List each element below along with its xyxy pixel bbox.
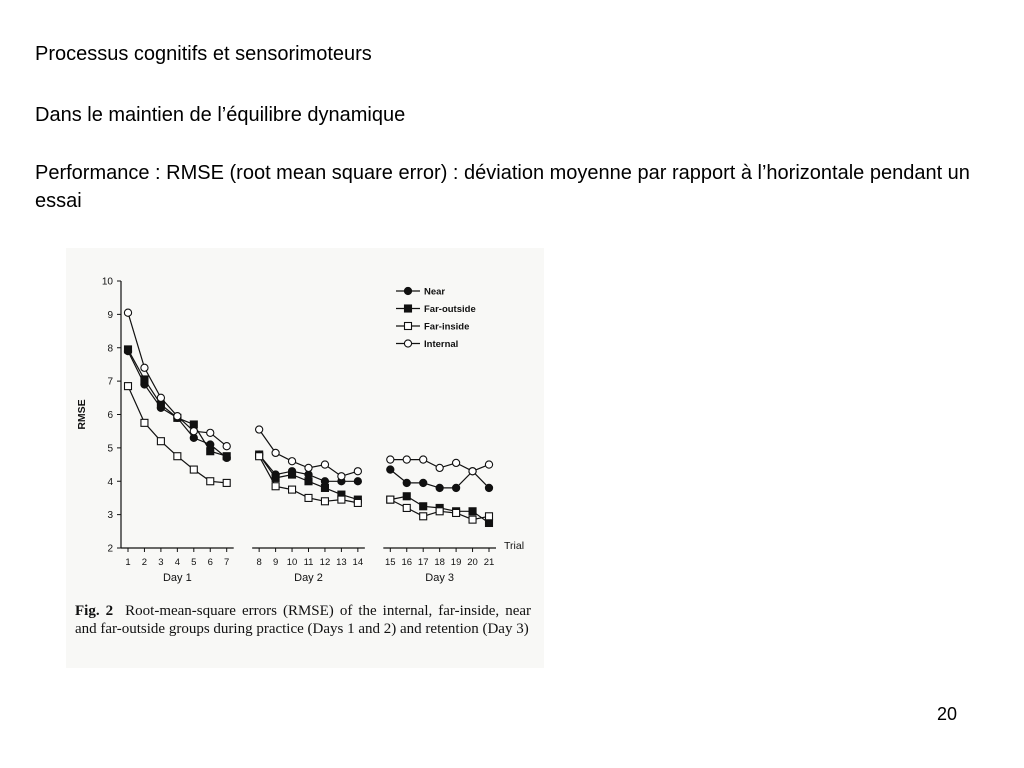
x-tick-label: 19 [450,557,462,568]
data-point-far-inside [272,483,279,490]
data-point-far-outside [469,508,476,515]
legend-marker-far-outside [405,305,412,312]
x-tick-label: 9 [272,557,279,568]
data-point-internal [403,456,410,463]
legend-marker-far-inside [405,323,412,330]
y-tick-label: 4 [107,476,113,488]
x-tick-label: 12 [319,557,331,568]
data-point-internal [305,464,312,471]
data-point-far-outside [305,478,312,485]
data-point-far-outside [141,376,148,383]
y-tick-label: 2 [107,543,113,555]
data-point-internal [469,468,476,475]
data-point-far-outside [207,448,214,455]
y-tick-label: 5 [107,443,113,455]
legend-marker-near [404,287,411,294]
data-point-internal [256,426,263,433]
data-point-far-outside [190,421,197,428]
x-tick-label: 1 [125,557,131,568]
data-point-near [485,484,492,491]
data-point-far-outside [486,519,493,526]
legend-label-far-inside: Far-inside [424,321,470,333]
data-point-near [207,441,214,448]
data-point-internal [453,459,460,466]
data-point-internal [190,428,197,435]
y-tick-label: 6 [107,410,113,421]
page-number: 20 [937,704,958,724]
x-tick-label: 11 [303,557,314,568]
x-tick-label: 5 [191,557,197,568]
x-tick-label: 20 [467,557,478,568]
data-point-internal [124,309,131,316]
data-point-far-inside [436,508,443,515]
rmse-line-chart [66,248,544,598]
data-point-far-inside [354,499,361,506]
legend-label-internal: Internal [424,339,459,350]
x-tick-label: 18 [434,557,445,568]
y-tick-label: 9 [107,309,113,321]
data-point-far-outside [125,346,132,353]
data-point-internal [141,364,148,371]
data-point-internal [207,429,214,436]
day-label: Day 2 [294,572,323,584]
slide-performance-text: Performance : RMSE (root mean square error) : déviation moyenne par rapport à l’horizontale pendant un essai [35,162,970,212]
x-tick-label: 14 [352,557,364,568]
data-point-far-inside [207,478,214,485]
legend-label-far-outside: Far-outside [424,304,476,315]
y-tick-label: 3 [107,510,113,522]
x-tick-label: 2 [141,557,148,568]
legend-label-near: Near [424,286,446,298]
x-tick-label: 17 [417,557,429,568]
data-point-far-inside [420,513,427,520]
data-point-far-inside [305,494,312,501]
x-tick-label: 8 [256,557,262,568]
x-tick-label: 3 [158,557,164,568]
data-point-far-outside [321,484,328,491]
data-point-far-inside [469,516,476,523]
data-point-internal [288,458,295,465]
y-tick-label: 8 [107,343,113,355]
data-point-internal [354,468,361,475]
data-point-far-inside [321,498,328,505]
data-point-far-outside [157,401,164,408]
data-point-near [305,471,312,478]
data-point-internal [321,461,328,468]
data-point-far-inside [157,438,164,445]
data-point-internal [420,456,427,463]
data-point-internal [387,456,394,463]
legend-marker-internal [404,340,411,347]
data-point-internal [174,413,181,420]
data-point-internal [436,464,443,471]
data-point-near [420,479,427,486]
data-point-far-outside [272,474,279,481]
data-point-far-outside [289,471,296,478]
data-point-near [436,484,443,491]
data-point-near [403,479,410,486]
x-tick-label: 16 [401,557,413,568]
data-point-internal [157,394,164,401]
figure-caption-text: Root-mean-square errors (RMSE) of the internal, far-inside, near and far-outside groups during practice (Days 1 and 2) and retention (Day 3) [75,603,532,637]
data-point-far-inside [289,486,296,493]
x-tick-label: 6 [207,557,213,568]
data-point-near [190,434,197,441]
x-axis-label: Trial [504,540,525,552]
figure-panel [66,248,544,668]
data-point-near [354,478,361,485]
data-point-far-inside [174,453,181,460]
data-point-near [321,478,328,485]
data-point-far-inside [125,383,132,390]
data-point-far-inside [403,504,410,511]
data-point-far-inside [223,479,230,486]
data-point-internal [223,443,230,450]
x-tick-label: 13 [336,557,347,568]
day-label: Day 1 [162,572,192,584]
y-axis-label: RMSE [76,399,88,430]
data-point-near [453,484,460,491]
data-point-far-inside [453,509,460,516]
y-tick-label: 10 [101,276,113,288]
figure-caption [75,603,531,638]
data-point-far-outside [420,503,427,510]
x-tick-label: 7 [224,557,230,568]
x-tick-label: 10 [286,557,298,568]
slide-subtitle: Dans le maintien de l’équilibre dynamique [35,104,406,126]
data-point-far-outside [223,453,230,460]
data-point-internal [338,473,345,480]
day-label: Day 3 [425,572,455,584]
slide-title: Processus cognitifs et sensorimoteurs [35,43,372,65]
data-point-far-inside [387,496,394,503]
x-tick-label: 15 [385,557,396,568]
data-point-internal [272,449,279,456]
data-point-internal [485,461,492,468]
data-point-far-inside [338,496,345,503]
data-point-far-inside [486,513,493,520]
figure-caption-label: Fig. 2 [75,603,114,619]
x-tick-label: 21 [483,557,495,568]
x-tick-label: 4 [174,557,180,568]
data-point-far-inside [141,419,148,426]
data-point-far-inside [256,453,263,460]
data-point-far-outside [403,493,410,500]
data-point-far-inside [190,466,197,473]
y-tick-label: 7 [107,376,113,388]
data-point-near [387,466,394,473]
